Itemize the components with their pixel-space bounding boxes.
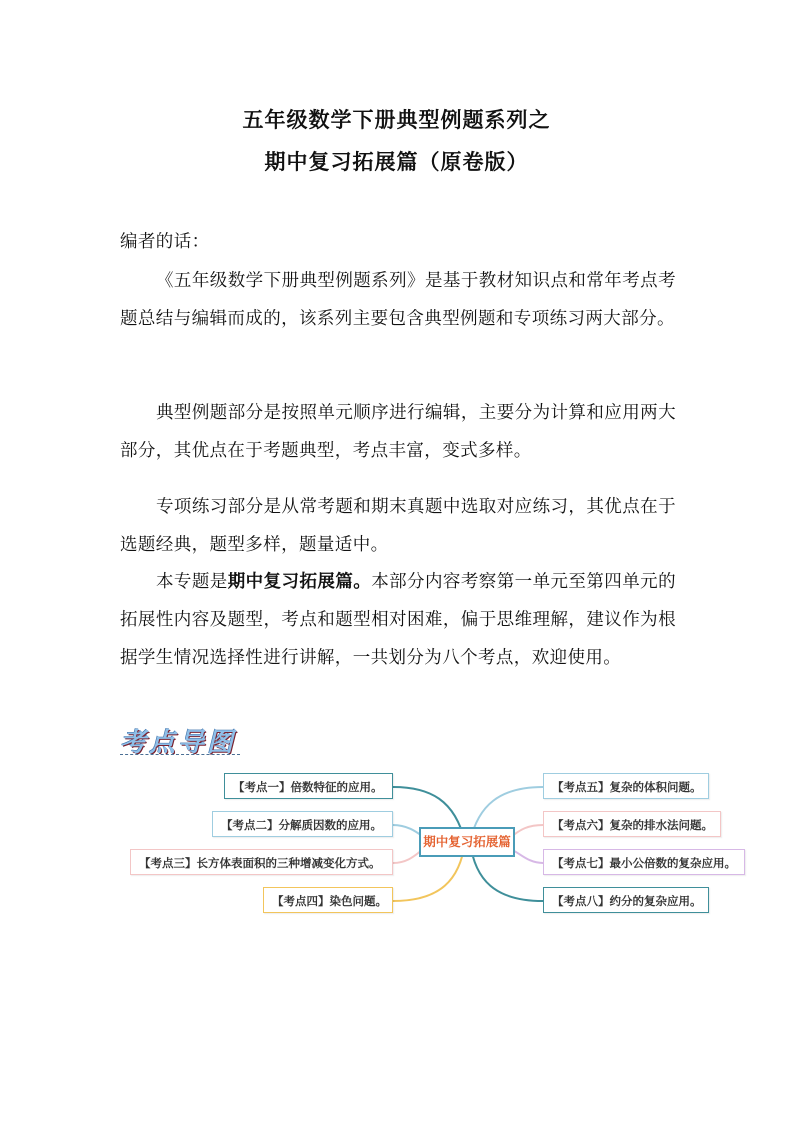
- editor-heading: 编者的话：: [120, 232, 210, 252]
- intro-paragraph-3: 专项练习部分是从常考题和期末真题中选取对应练习，其优点在于选题经典，题型多样，题量适中。: [120, 497, 676, 555]
- section-heading-mindmap: 考点导图: [120, 728, 237, 758]
- mindmap-node-1: 【考点一】倍数特征的应用。: [224, 773, 393, 799]
- mindmap-node-3: 【考点三】长方体表面积的三种增减变化方式。: [130, 849, 393, 875]
- mindmap-node-2: 【考点二】分解质因数的应用。: [212, 811, 393, 837]
- mindmap-node-7: 【考点七】最小公倍数的复杂应用。: [543, 849, 745, 875]
- mindmap-node-8: 【考点八】约分的复杂应用。: [543, 887, 709, 913]
- mindmap-node-6: 【考点六】复杂的排水法问题。: [543, 811, 721, 837]
- paragraph-4-prefix: 本专题是: [156, 572, 228, 592]
- mindmap-node-5: 【考点五】复杂的体积问题。: [543, 773, 709, 799]
- mindmap-node-4: 【考点四】染色问题。: [263, 887, 393, 913]
- paragraph-4-bold: 期中复习拓展篇。: [227, 572, 372, 592]
- intro-paragraph-1: 《五年级数学下册典型例题系列》是基于教材知识点和常年考点考题总结与编辑而成的，该系列主要包含典型例题和专项练习两大部分。: [120, 271, 676, 329]
- document-title-line-1: 五年级数学下册典型例题系列之: [242, 108, 551, 132]
- paragraph-4-suffix: 本部分内容考察第一单元至第四单元的拓展性内容及题型，考点和题型相对困难，偏于思维理解，建议作为根据学生情况选择性进行讲解，一共划分为八个考点，欢迎使用。: [120, 572, 676, 668]
- mindmap-center-node: 期中复习拓展篇: [419, 827, 515, 857]
- document-title-line-2: 期中复习拓展篇（原卷版）: [264, 150, 529, 174]
- intro-paragraph-2: 典型例题部分是按照单元顺序进行编辑，主要分为计算和应用两大部分，其优点在于考题典型，考点丰富，变式多样。: [120, 403, 676, 461]
